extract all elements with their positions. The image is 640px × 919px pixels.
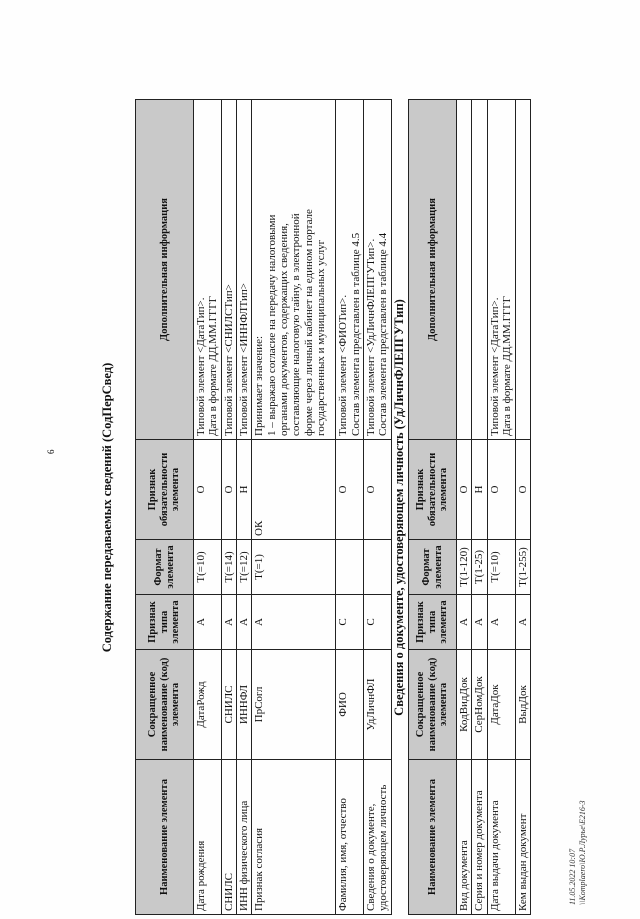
- table-4-4-wrap: [408, 100, 531, 915]
- col-header: Наименование элемента: [136, 760, 194, 915]
- col-header: Формат элемента: [136, 540, 194, 595]
- col-header: Признак типа элемента: [136, 595, 194, 650]
- col-header: Признак типа элемента: [409, 595, 457, 650]
- table-row: Дата выдачи документа ДатаДок А T(=10) О Типовой элемент <ДатаТип>. Дата в формате ДД.ММ.ГГГГ: [487, 100, 515, 915]
- col-header: Признак обязательности элемента: [136, 440, 194, 540]
- table-4-4: [408, 99, 531, 915]
- table-row: Кем выдан документ ВыдДок А T(1-255) О: [515, 100, 530, 915]
- table-row: Признак согласия ПрСогл А T(=1) ОК Принимает значение: 1 – выражаю согласие на передачу налоговыми органами документов, содержащих сведения, составляющие налоговую тайну, в электронной форме через личный кабинет на едином портале государственных и муниципальных услуг: [252, 100, 336, 915]
- table-row: СНИЛС СНИЛС А T(=14) О Типовой элемент <СНИЛСТип>: [221, 100, 236, 915]
- footer-stamp: 11.05.2022 10:07 \\Komplaero\Ю.Р.Лурье\Е216-3: [568, 800, 587, 905]
- col-header: Дополнительная информация: [136, 100, 194, 440]
- col-header: Формат элемента: [409, 540, 457, 595]
- table-caption-4-4: [382, 0, 397, 100]
- table-caption-4-3-wrap: [596, 0, 611, 100]
- footer-stamp-wrap: [568, 745, 588, 905]
- table-4-3: [135, 99, 392, 915]
- table-row: Фамилия, имя, отчество ФИО С О Типовой элемент <ФИОТип>. Состав элемента представлен в таблице 4.5: [336, 100, 364, 915]
- table-row: Вид документа КодВидДок А T(1-120) О: [457, 100, 472, 915]
- col-header: Сокращенное наименование (код) элемента: [136, 650, 194, 760]
- col-header: Признак обязательности элемента: [409, 440, 457, 540]
- table-4-3-title-wrap: [100, 100, 115, 915]
- table-4-3-wrap: [135, 100, 392, 915]
- table-4-4-title: Сведения о документе, удостоверяющем личность (УдЛичнФЛЕПГУТип): [392, 299, 406, 716]
- col-header: Сокращенное наименование (код) элемента: [409, 650, 457, 760]
- col-header: Дополнительная информация: [409, 100, 457, 440]
- table-row: Серия и номер документа СерНомДок А T(1-25) Н: [472, 100, 487, 915]
- page-number: 6: [46, 449, 56, 454]
- table-4-4-title-wrap: [392, 100, 407, 915]
- table-row: ИНН физического лица ИННФЛ А T(=12) Н Типовой элемент <ИННФЛТип>: [236, 100, 251, 915]
- table-4-3-title: Содержание передаваемых сведений (СодПерСвед): [100, 362, 114, 653]
- table-row: Сведения о документе, удостоверяющем личность УдЛичнФЛ С О Типовой элемент <УдЛичнФЛЕПГУТип>. Состав элемента представлен в таблице 4.4: [363, 100, 391, 915]
- table-caption-4-4-wrap: [382, 0, 397, 100]
- col-header: Наименование элемента: [409, 760, 457, 915]
- table-caption-4-3: [596, 0, 611, 100]
- table-row: Дата рождения ДатаРожд А T(=10) О Типовой элемент <ДатаТип>. Дата в формате ДД.ММ.ГГГГ: [194, 100, 222, 915]
